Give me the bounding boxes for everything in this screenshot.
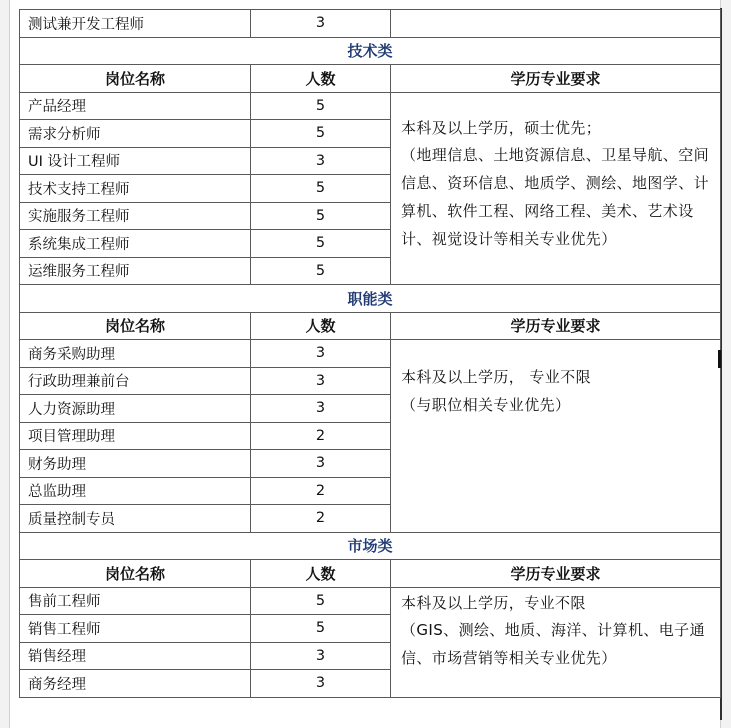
section-title-market: 市场类 <box>20 532 721 560</box>
requirement-func <box>391 340 721 533</box>
header-requirement: 学历专业要求 <box>391 560 721 588</box>
headcount: 2 <box>251 477 391 505</box>
headcount: 5 <box>251 257 391 285</box>
position-name: 技术支持工程师 <box>20 175 251 203</box>
header-position-name: 岗位名称 <box>20 312 251 340</box>
position-name: 销售经理 <box>20 642 251 670</box>
header-position-name: 岗位名称 <box>20 560 251 588</box>
header-row <box>20 560 721 588</box>
position-name: 产品经理 <box>20 92 251 120</box>
position-name: 需求分析师 <box>20 120 251 148</box>
position-name: 总监助理 <box>20 477 251 505</box>
position-name: 测试兼开发工程师 <box>20 10 251 38</box>
headcount: 3 <box>251 642 391 670</box>
section-row-func <box>20 285 721 313</box>
position-name: 项目管理助理 <box>20 422 251 450</box>
position-name: 人力资源助理 <box>20 395 251 423</box>
headcount: 5 <box>251 175 391 203</box>
header-position-name: 岗位名称 <box>20 65 251 93</box>
header-row <box>20 312 721 340</box>
section-title-func: 职能类 <box>20 285 721 313</box>
header-requirement: 学历专业要求 <box>391 312 721 340</box>
headcount: 2 <box>251 505 391 533</box>
section-title-tech: 技术类 <box>20 37 721 65</box>
position-name: 商务经理 <box>20 670 251 698</box>
headcount: 3 <box>251 340 391 368</box>
position-name: UI 设计工程师 <box>20 147 251 175</box>
header-requirement: 学历专业要求 <box>391 65 721 93</box>
table-row <box>20 10 721 38</box>
requirement-cell <box>391 10 721 38</box>
position-name: 财务助理 <box>20 450 251 478</box>
position-name: 质量控制专员 <box>20 505 251 533</box>
headcount: 3 <box>251 10 391 38</box>
requirement-market <box>391 587 721 697</box>
section-row-market <box>20 532 721 560</box>
header-headcount: 人数 <box>251 312 391 340</box>
position-name: 运维服务工程师 <box>20 257 251 285</box>
headcount: 5 <box>251 230 391 258</box>
headcount: 5 <box>251 587 391 615</box>
headcount: 5 <box>251 92 391 120</box>
table-row <box>20 340 721 368</box>
requirement-line: 本科及以上学历，硕士优先； <box>401 118 602 137</box>
requirement-line: 本科及以上学历， 专业不限 <box>401 368 591 386</box>
position-name: 行政助理兼前台 <box>20 367 251 395</box>
table-row <box>20 92 721 120</box>
header-headcount: 人数 <box>251 65 391 93</box>
position-name: 实施服务工程师 <box>20 202 251 230</box>
headcount: 5 <box>251 202 391 230</box>
headcount: 3 <box>251 670 391 698</box>
requirement-line: 本科及以上学历，专业不限 <box>401 593 586 612</box>
requirement-detail: （与职位相关专业优先） <box>401 395 571 414</box>
headcount: 3 <box>251 367 391 395</box>
headcount: 5 <box>251 615 391 643</box>
header-headcount: 人数 <box>251 560 391 588</box>
requirement-detail: （GIS、测绘、地质、海洋、计算机、电子通信、市场营销等相关专业优先） <box>401 621 705 667</box>
headcount: 3 <box>251 450 391 478</box>
headcount: 3 <box>251 147 391 175</box>
headcount: 3 <box>251 395 391 423</box>
recruitment-table <box>19 9 721 698</box>
position-name: 系统集成工程师 <box>20 230 251 258</box>
position-name: 销售工程师 <box>20 615 251 643</box>
requirement-detail: （地理信息、土地资源信息、卫星导航、空间信息、资环信息、地质学、测绘、地图学、计算机、软件工程、网络工程、美术、艺术设计、视觉设计等相关专业优先） <box>401 146 710 248</box>
position-name: 商务采购助理 <box>20 340 251 368</box>
position-name: 售前工程师 <box>20 587 251 615</box>
table-row <box>20 587 721 615</box>
border-mark <box>718 350 721 368</box>
section-row-tech <box>20 37 721 65</box>
requirement-tech <box>391 92 721 285</box>
headcount: 2 <box>251 422 391 450</box>
header-row <box>20 65 721 93</box>
headcount: 5 <box>251 120 391 148</box>
